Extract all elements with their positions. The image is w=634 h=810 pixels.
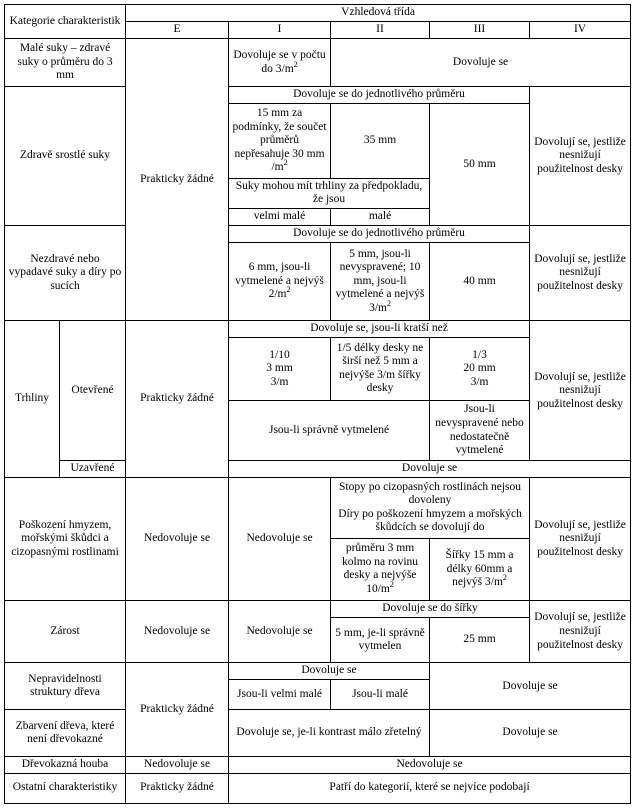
row-zdrave-srostle-label: Zdravě srostlé suky xyxy=(5,87,126,226)
nezdrave-ii: 5 mm, jsou-li nevyspravené; 10 mm, jsou-li vytmelené a nejvýš $3/m^2$ xyxy=(331,242,430,321)
header-class-title: Vzhledová třída xyxy=(126,5,631,22)
row-ostatni-label: Ostatní charakteristiky xyxy=(5,773,126,803)
zdrave-srostle-e: Prakticky žádné xyxy=(126,38,229,321)
row-poskozeni-label: Poškození hmyzem, mořskými škůdci a cizopasnými rostlinami xyxy=(5,478,126,601)
drevokazna-rest: Nedovoluje se xyxy=(229,756,631,773)
trhliny-iii: 1/3 20 mm 3/m xyxy=(430,338,530,401)
zbarveni-rest: Dovoluje se xyxy=(430,710,631,756)
poskozeni-e: Nedovoluje se xyxy=(126,478,229,601)
trhliny-iv: Dovolují se, jestliže nesnižují použitelnost desky xyxy=(530,321,631,461)
trhliny-filled: Jsou-li správně vytmelené xyxy=(229,400,430,461)
zarost-iii: 25 mm xyxy=(430,617,530,662)
grading-table xyxy=(4,4,631,804)
row-zbarveni-label: Zbarvení dřeva, které není dřevokazné xyxy=(5,710,126,756)
trhliny-span: Dovoluje se, jsou-li kratší než xyxy=(229,321,530,338)
zdrave-srostle-i: 15 mm za podmínky, že součet průměrů nepřesahuje 30 mm $/m^2$ xyxy=(229,104,331,179)
header-class-i: I xyxy=(229,22,331,39)
header-class-ii: II xyxy=(331,22,430,39)
trhliny-ii: 1/5 délky desky ne širší než 5 mm a nejvýše 3/m šířky desky xyxy=(331,338,430,401)
header-class-e: E xyxy=(126,22,229,39)
trhliny-iii-bad: Jsou-li nevyspravené nebo nedostatečně vytmelené xyxy=(430,400,530,461)
zbarveni-i-ii: Dovoluje se, je-li kontrast málo zřetelný xyxy=(229,710,430,756)
male-suky-i: Dovoluje se v počtu do $3/m^2$ xyxy=(229,38,331,86)
nezdrave-iv: Dovolují se, jestliže nesnižují použitelnost desky xyxy=(530,225,631,320)
zarost-span: Dovoluje se do šířky xyxy=(331,601,530,618)
poskozeni-iii: Šířky 15 mm a délky 60mm a nejvýš $3/m^2$ xyxy=(430,538,530,601)
zdrave-srostle-i-small: velmi malé xyxy=(229,209,331,226)
poskozeni-span: Stopy po cizopasných rostlinách nejsou dovoleny Díry po poškození hmyzem a mořských škůdcích se dovolují do xyxy=(331,478,530,539)
nepravidelnosti-e: Prakticky žádné xyxy=(126,663,229,756)
zarost-ii: 5 mm, je-li správně vytmelen xyxy=(331,617,430,662)
trhliny-i: 1/10 3 mm 3/m xyxy=(229,338,331,401)
row-trhliny-label: Trhliny xyxy=(5,321,60,478)
trhliny-uzavrene-value: Dovoluje se xyxy=(229,461,631,478)
poskozeni-i: Nedovoluje se xyxy=(229,478,331,601)
trhliny-e: Prakticky žádné xyxy=(126,321,229,478)
header-class-iii: III xyxy=(430,22,530,39)
trhliny-otevrene-label: Otevřené xyxy=(60,321,126,461)
zdrave-srostle-span: Dovoluje se do jednotlivého průměru xyxy=(229,87,530,104)
header-class-iv: IV xyxy=(530,22,631,39)
zdrave-srostle-ii: 35 mm xyxy=(331,104,430,179)
zarost-iv: Dovolují se, jestliže nesnižují použitelnost desky xyxy=(530,601,631,663)
row-male-suky-label: Malé suky – zdravé suky o průměru do 3 mm xyxy=(5,38,126,86)
zdrave-srostle-ii-small: malé xyxy=(331,209,430,226)
male-suky-rest: Dovoluje se xyxy=(331,38,631,86)
nepravidelnosti-ii: Jsou-li malé xyxy=(331,680,430,710)
ostatni-e: Prakticky žádné xyxy=(126,773,229,803)
zdrave-srostle-iv: Dovolují se, jestliže nesnižují použitelnost desky xyxy=(530,87,631,226)
zdrave-srostle-iii: 50 mm xyxy=(430,104,530,226)
poskozeni-ii: průměru 3 mm kolmo na rovinu desky a nejvýše $10/m^2$ xyxy=(331,538,430,601)
zarost-e: Nedovoluje se xyxy=(126,601,229,663)
row-zarost-label: Zárost xyxy=(5,601,126,663)
drevokazna-e: Nedovoluje se xyxy=(126,756,229,773)
ostatni-rest: Patří do kategorií, které se nejvíce podobají xyxy=(229,773,631,803)
header-category: Kategorie charakteristik xyxy=(5,5,126,39)
nezdrave-span: Dovoluje se do jednotlivého průměru xyxy=(229,225,530,242)
row-drevokazna-label: Dřevokazná houba xyxy=(5,756,126,773)
poskozeni-iv: Dovolují se, jestliže nesnižují použitelnost desky xyxy=(530,478,631,601)
zarost-i: Nedovoluje se xyxy=(229,601,331,663)
nepravidelnosti-span: Dovoluje se xyxy=(229,663,430,680)
row-nezdrave-label: Nezdravé nebo vypadavé suky a díry po sucích xyxy=(5,225,126,320)
trhliny-uzavrene-label: Uzavřené xyxy=(60,461,126,478)
zdrave-srostle-cracks: Suky mohou mít trhliny za předpokladu, že jsou xyxy=(229,178,430,208)
nezdrave-i: 6 mm, jsou-li vytmelené a nejvýš $2/m^2$ xyxy=(229,242,331,321)
nezdrave-iii: 40 mm xyxy=(430,242,530,321)
row-nepravidelnosti-label: Nepravidelnosti struktury dřeva xyxy=(5,663,126,710)
nepravidelnosti-rest: Dovoluje se xyxy=(430,663,631,710)
nepravidelnosti-i: Jsou-li velmi malé xyxy=(229,680,331,710)
